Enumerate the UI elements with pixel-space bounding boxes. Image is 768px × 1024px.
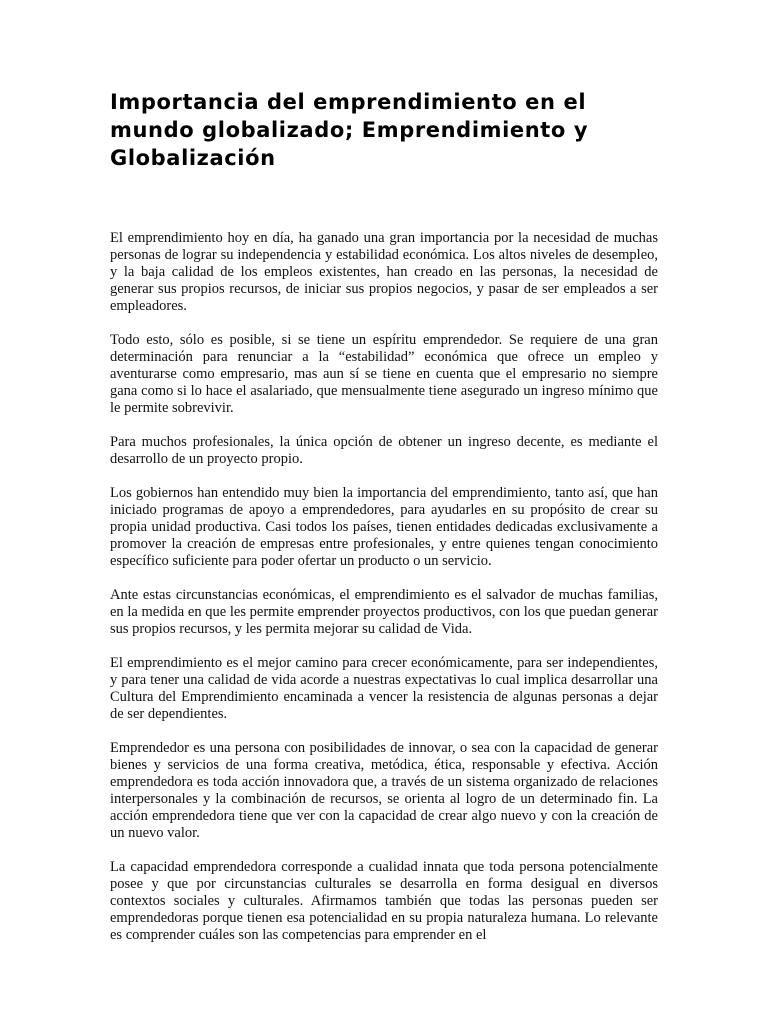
paragraph-1: El emprendimiento hoy en día, ha ganado una gran importancia por la necesidad de muchas personas de lograr su independencia y estabilidad económica. Los altos niveles de desempleo, y la baja calidad de los empleos existentes, han creado en las personas, la necesidad de generar sus propios recursos, de iniciar sus propios negocios, y pasar de ser empleados a ser empleadores. [110, 230, 658, 314]
paragraph-6: El emprendimiento es el mejor camino para crecer económicamente, para ser independientes, y para tener una calidad de vida acorde a nuestras expectativas lo cual implica desarrollar una Cultura del Emprendimiento encaminada a vencer la resistencia de algunas personas a dejar de ser dependientes. [110, 655, 658, 722]
paragraph-8: La capacidad emprendedora corresponde a cualidad innata que toda persona potencialmente posee y que por circunstancias culturales se desarrolla en forma desigual en diversos contextos sociales y culturales. Afirmamos también que todas las personas pueden ser emprendedoras porque tienen esa potencialidad en su propia naturaleza humana. Lo relevante es comprender cuáles son las competencias para emprender en el [110, 859, 658, 943]
paragraph-3: Para muchos profesionales, la única opción de obtener un ingreso decente, es mediante el desarrollo de un proyecto propio. [110, 434, 658, 467]
document-title: Importancia del emprendimiento en el mundo globalizado; Emprendimiento y Globalización [110, 90, 589, 170]
paragraph-7: Emprendedor es una persona con posibilidades de innovar, o sea con la capacidad de generar bienes y servicios de una forma creativa, metódica, ética, responsable y efectiva. Acción emprendedora es toda acción innovadora que, a través de un sistema organizado de relaciones interpersonales y la combinación de recursos, se orienta al logro de un determinado fin. La acción emprendedora tiene que ver con la capacidad de crear algo nuevo y con la creación de un nuevo valor. [110, 740, 658, 841]
paragraph-4: Los gobiernos han entendido muy bien la importancia del emprendimiento, tanto así, que han iniciado programas de apoyo a emprendedores, para ayudarles en su propósito de crear su propia unidad productiva. Casi todos los países, tienen entidades dedicadas exclusivamente a promover la creación de empresas entre profesionales, y entre quienes tengan conocimiento específico suficiente para poder ofertar un producto o un servicio. [110, 485, 658, 569]
paragraph-2: Todo esto, sólo es posible, si se tiene un espíritu emprendedor. Se requiere de una gran determinación para renunciar a la “estabilidad” económica que ofrece un empleo y aventurarse como empresario, mas aun sí se tiene en cuenta que el empresario no siempre gana como si lo hace el asalariado, que mensualmente tiene asegurado un ingreso mínimo que le permite sobrevivir. [110, 332, 658, 416]
paragraph-5: Ante estas circunstancias económicas, el emprendimiento es el salvador de muchas familias, en la medida en que les permite emprender proyectos productivos, con los que puedan generar sus propios recursos, y les permita mejorar su calidad de Vida. [110, 587, 658, 637]
document-body [110, 230, 658, 961]
